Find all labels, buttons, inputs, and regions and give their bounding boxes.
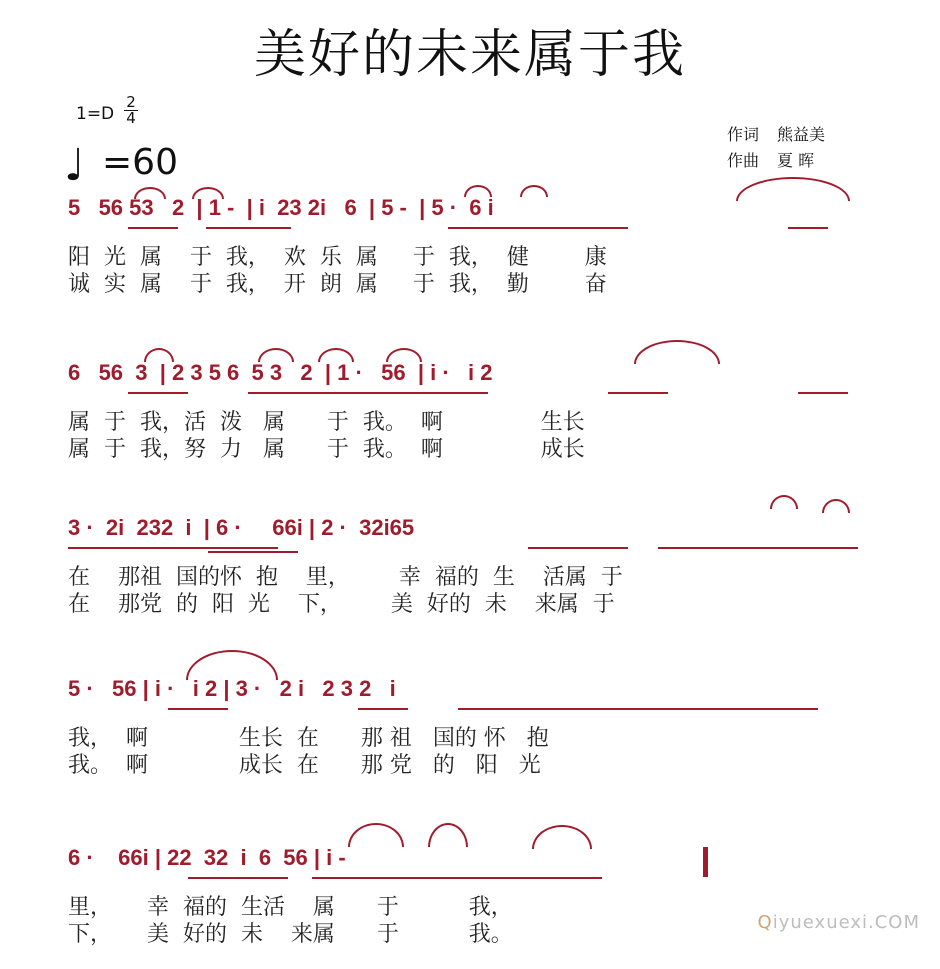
final-barline [703, 847, 708, 877]
lyrics-verse-1: 我， 啊 生长 在 那 祖 国的 怀 抱 [68, 726, 549, 751]
score-row-2 [68, 360, 878, 470]
composer-credit [727, 148, 814, 171]
lyrics-verse-1: 属 于 我，活 泼 属 于 我。 啊 生长 [68, 410, 585, 435]
beam [528, 547, 628, 549]
slur [520, 185, 548, 197]
slur [386, 348, 422, 362]
beam [128, 227, 178, 229]
slur [348, 823, 404, 847]
credit-name: 熊益美 [777, 125, 826, 144]
slur [144, 348, 174, 362]
beam [788, 227, 828, 229]
beam [168, 708, 228, 710]
time-signature [124, 95, 138, 126]
beam [658, 547, 858, 549]
beam [68, 547, 278, 549]
slur [736, 177, 850, 201]
beam [248, 392, 488, 394]
lyricist-credit [727, 122, 825, 145]
lyrics-verse-1: 在 那祖 国的怀 抱 里， 幸 福的 生 活属 于 [68, 565, 623, 590]
lyrics-verse-2: 我。 啊 成长 在 那 党 的 阳 光 [68, 753, 541, 778]
beam [798, 392, 848, 394]
credit-name: 夏 晖 [777, 151, 815, 170]
score-row-1 [68, 195, 878, 305]
slur [770, 495, 798, 509]
lyrics-verse-2: 在 那党 的 阳 光 下， 美 好的 未 来属 于 [68, 592, 615, 617]
notation-line: 5 56 53 2 | 1 - | i 23 2i 6 | 5 - | 5 · 6 i [68, 195, 494, 220]
watermark-text: iyuexuexi.COM [772, 912, 920, 933]
beam [358, 708, 408, 710]
beam [188, 877, 288, 879]
time-signature-top: 2 [124, 95, 138, 111]
lyrics-verse-1: 里， 幸 福的 生活 属 于 我， [68, 895, 513, 920]
slur [822, 499, 850, 513]
beam [448, 227, 628, 229]
notation-line: 6 · 66i | 22 32 i 6 56 | i - [68, 845, 346, 870]
slur [532, 825, 592, 849]
credit-role: 作曲 [727, 151, 760, 170]
slur [464, 185, 492, 197]
time-signature-bottom: 4 [126, 109, 136, 127]
slur [318, 348, 354, 362]
slur [134, 187, 166, 199]
notation-line: 6 56 3 | 2 3 5 6 5 3 2 | 1 · 56 | i · i 2 [68, 360, 493, 385]
notation-line: 5 · 56 | i · i 2 | 3 · 2 i 2 3 2 i [68, 676, 396, 701]
lyrics-verse-2: 下， 美 好的 未 来属 于 我。 [68, 922, 513, 947]
score-row-5 [68, 845, 878, 955]
lyrics-verse-1: 阳 光 属 于 我， 欢 乐 属 于 我， 健 康 [68, 245, 607, 270]
notation-line: 3 · 2i 232 i | 6 · 66i | 2 · 32i65 [68, 515, 415, 540]
beam [312, 877, 602, 879]
slur [428, 823, 468, 847]
watermark [758, 912, 920, 933]
quarter-note-icon: ♩ [64, 140, 85, 191]
credit-role: 作词 [727, 125, 760, 144]
score-row-3 [68, 515, 878, 625]
watermark-prefix: Q [757, 912, 773, 933]
beam [608, 392, 668, 394]
lyrics-verse-2: 诚 实 属 于 我， 开 朗 属 于 我， 勤 奋 [68, 272, 607, 297]
beam [128, 392, 188, 394]
slur [258, 348, 294, 362]
page-title: 美好的未来属于我 [253, 25, 686, 85]
score-row-4 [68, 676, 878, 786]
beam [208, 551, 298, 553]
slur [634, 340, 720, 364]
beam [458, 708, 818, 710]
slur [192, 187, 224, 199]
beam [206, 227, 291, 229]
tempo-value: =60 [102, 142, 178, 183]
key-signature: 1=D [76, 104, 115, 124]
slur [186, 650, 278, 680]
lyrics-verse-2: 属 于 我，努 力 属 于 我。 啊 成长 [68, 437, 585, 462]
